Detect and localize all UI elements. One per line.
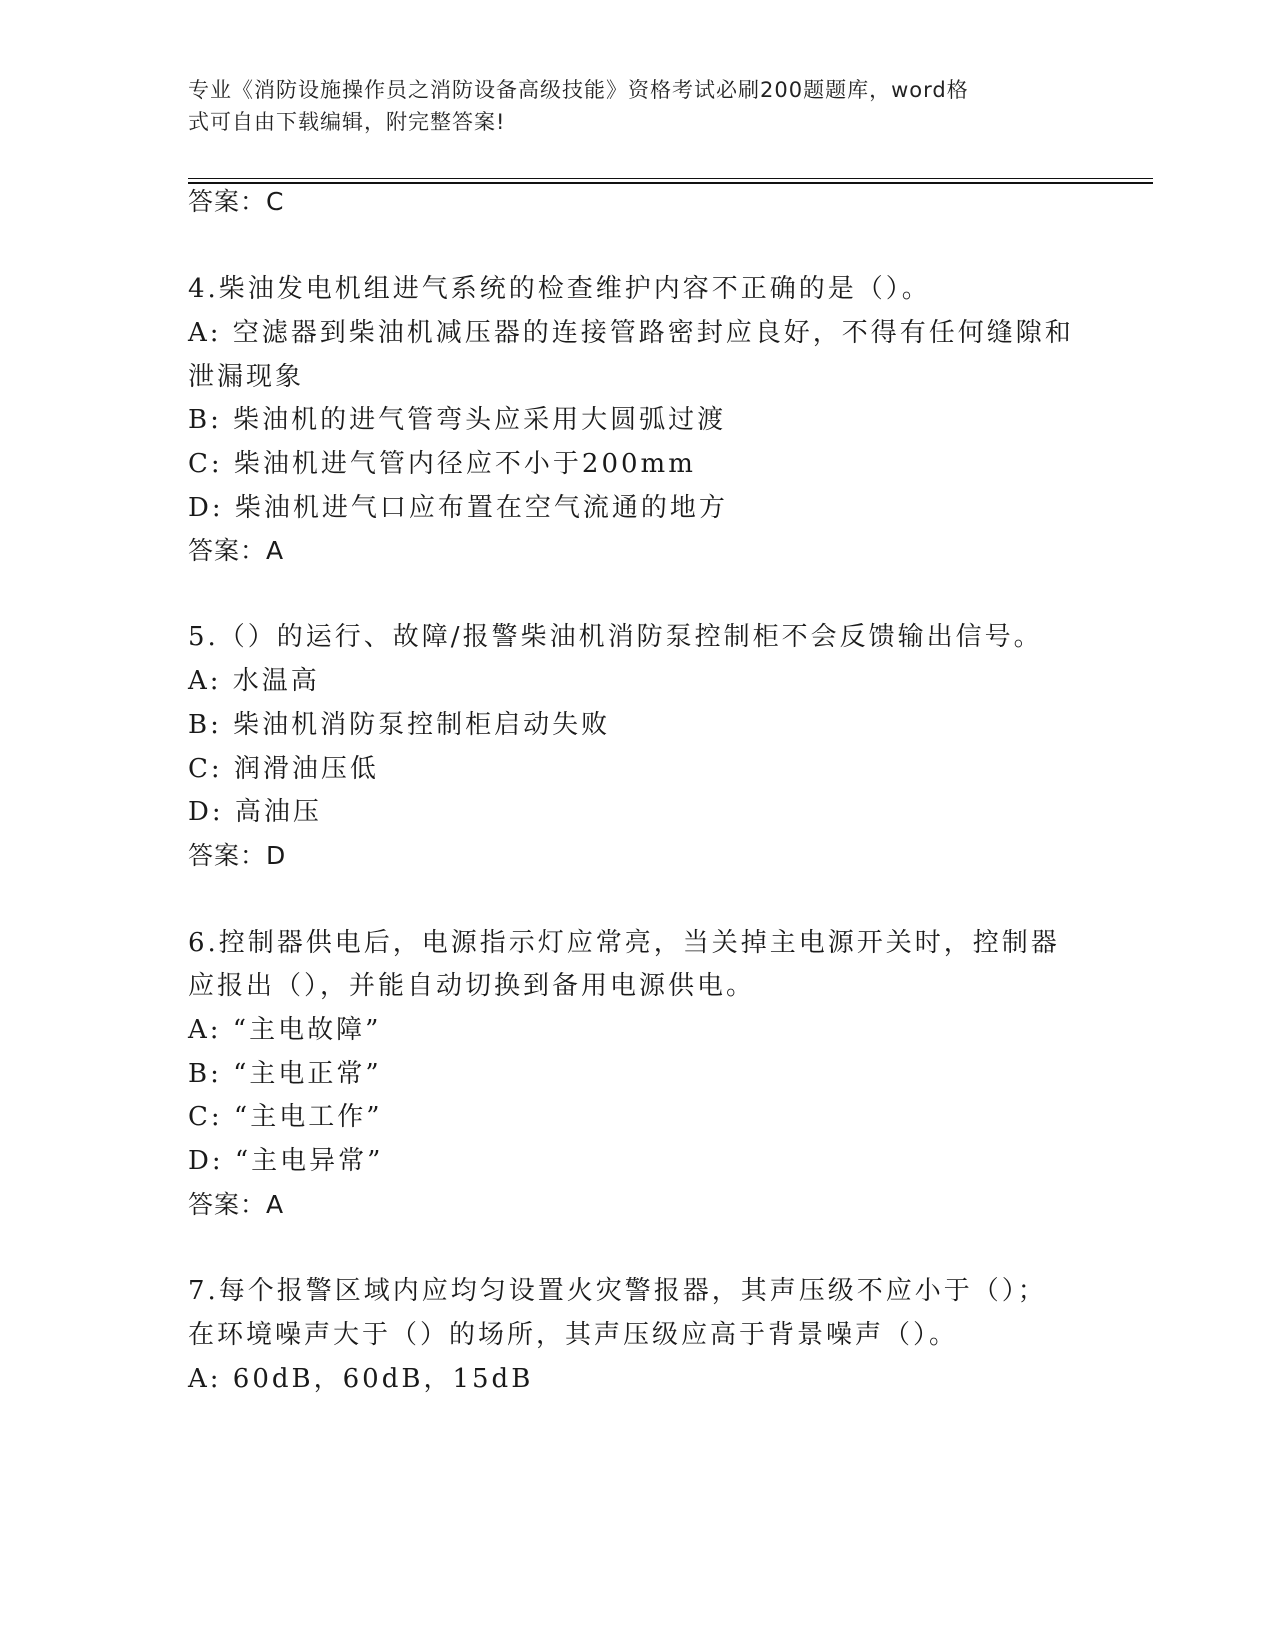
previous-answer: 答案：C — [188, 187, 285, 216]
question-4-stem: 4.柴油发电机组进气系统的检查维护内容不正确的是（）。 — [188, 274, 931, 304]
question-4-answer: 答案：A — [188, 536, 285, 565]
question-7-stem-continued: 在环境噪声大于（）的场所，其声压级应高于背景噪声（）。 — [188, 1320, 959, 1350]
question-5-option-d: D: 高油压 — [188, 797, 322, 827]
question-6-stem-continued: 应报出（），并能自动切换到备用电源供电。 — [188, 971, 756, 1001]
header-text-line-1: 专业《消防设施操作员之消防设备高级技能》资格考试必刷200题题库，word格 — [188, 78, 969, 102]
question-5-stem: 5.（）的运行、故障/报警柴油机消防泵控制柜不会反馈输出信号。 — [188, 622, 1043, 652]
document-header — [188, 74, 1068, 138]
question-5-option-a: A: 水温高 — [188, 666, 320, 696]
question-7-option-a: A: 60dB，60dB，15dB — [188, 1364, 534, 1394]
question-4-option-a-continued: 泄漏现象 — [188, 362, 305, 392]
question-6-option-d: D: “主电异常” — [188, 1146, 384, 1176]
header-divider-thin — [188, 178, 1153, 179]
question-5-option-c: C: 润滑油压低 — [188, 754, 379, 784]
question-4-option-c: C: 柴油机进气管内径应不小于200mm — [188, 449, 696, 479]
question-6-stem: 6.控制器供电后，电源指示灯应常亮，当关掉主电源开关时，控制器 — [188, 928, 1060, 958]
question-4-option-b: B: 柴油机的进气管弯头应采用大圆弧过渡 — [188, 405, 727, 435]
question-6-option-a: A: “主电故障” — [188, 1015, 382, 1045]
question-7-stem: 7.每个报警区域内应均匀设置火灾警报器，其声压级不应小于（）； — [188, 1276, 1047, 1306]
question-6-option-b: B: “主电正常” — [188, 1059, 382, 1089]
header-divider-thick — [188, 182, 1153, 184]
question-6-option-c: C: “主电工作” — [188, 1102, 383, 1132]
question-4-option-a: A: 空滤器到柴油机减压器的连接管路密封应良好，不得有任何缝隙和 — [188, 318, 1074, 348]
question-5-answer: 答案：D — [188, 841, 287, 870]
question-4-option-d: D: 柴油机进气口应布置在空气流通的地方 — [188, 493, 728, 523]
header-text-line-2: 式可自由下载编辑，附完整答案! — [188, 110, 506, 134]
question-6-answer: 答案：A — [188, 1190, 285, 1219]
question-5-option-b: B: 柴油机消防泵控制柜启动失败 — [188, 710, 611, 740]
